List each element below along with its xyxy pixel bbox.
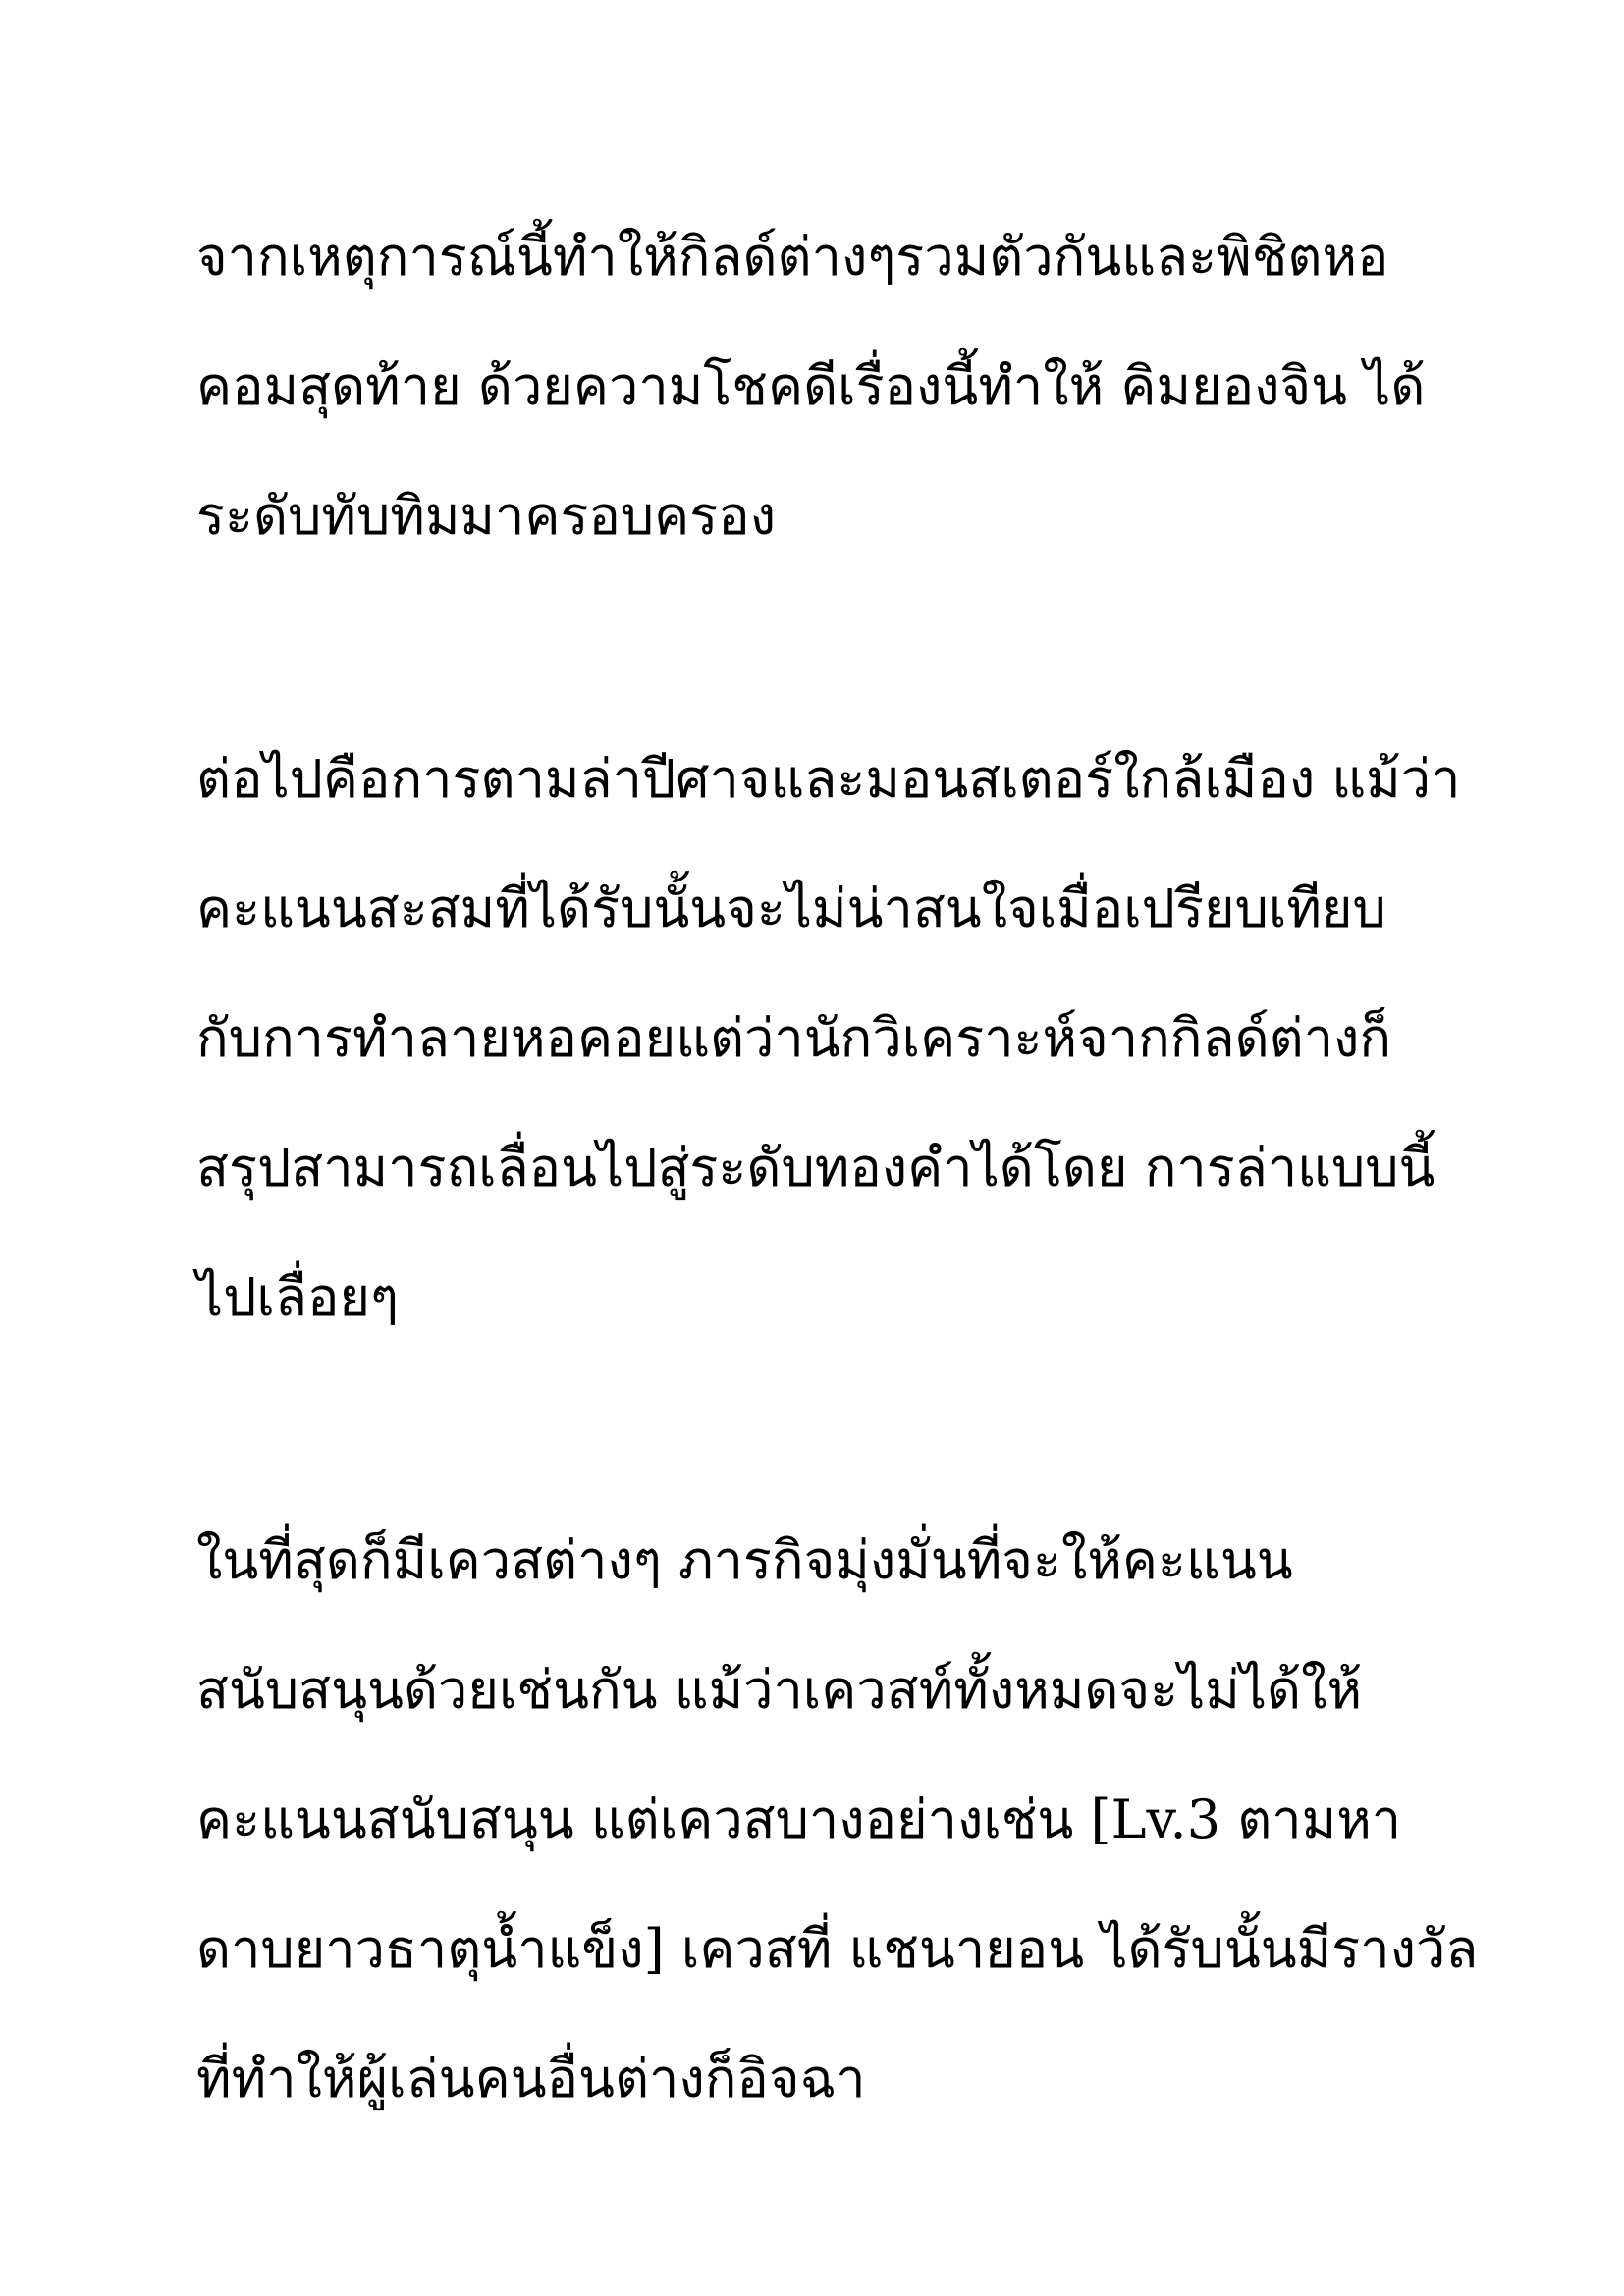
text-line: จากเหตุการณ์นี้ทำให้กิลด์ต่างๆรวมตัวกันและพิชิตหอ <box>196 226 1389 288</box>
text-line: คะแนนสนับสนุน แต่เควสบางอย่างเช่น [Lv.3 ตามหา <box>196 1789 1402 1850</box>
text-line: สรุปสามารถเลื่อนไปสู่ระดับทองคำได้โดย การล่าแบบนี้ <box>196 1137 1435 1199</box>
text-line: ในที่สุดก็มีเควสต่างๆ ภารกิจมุ่งมั่นที่จะให้คะแนน <box>196 1529 1293 1591</box>
text-line: ไปเลื่อยๆ <box>196 1266 400 1328</box>
text-line: ต่อไปคือการตามล่าปีศาจและมอนสเตอร์ใกล้เมือง แม้ว่า <box>196 748 1461 810</box>
text-line: คะแนนสะสมที่ได้รับนั้นจะไม่น่าสนใจเมื่อเปรียบเทียบ <box>196 878 1386 939</box>
text-line: คอมสุดท้าย ด้วยความโชคดีเรื่องนี้ทำให้ คิมยองจิน ได้ <box>196 355 1426 417</box>
text-line: ระดับทับทิมมาครอบครอง <box>196 485 777 547</box>
text-line: สนับสนุนด้วยเช่นกัน แม้ว่าเควสท์ทั้งหมดจะไม่ได้ให้ <box>196 1659 1363 1721</box>
paragraph-guild-tower <box>196 192 1473 581</box>
text-line: ที่ทำให้ผู้เล่นคนอื่นต่างก็อิจฉา <box>196 2048 866 2109</box>
paragraph-quests <box>196 1496 1479 2144</box>
paragraph-monster-hunting <box>196 715 1473 1362</box>
text-line: กับการทำลายหอคอยแต่ว่านักวิเคราะห์จากกิลด์ต่างก็ <box>196 1007 1392 1069</box>
text-line: ดาบยาวธาตุน้ำแข็ง] เควสที่ แชนายอน ได้รับนั้นมีรางวัล <box>196 1918 1479 1980</box>
